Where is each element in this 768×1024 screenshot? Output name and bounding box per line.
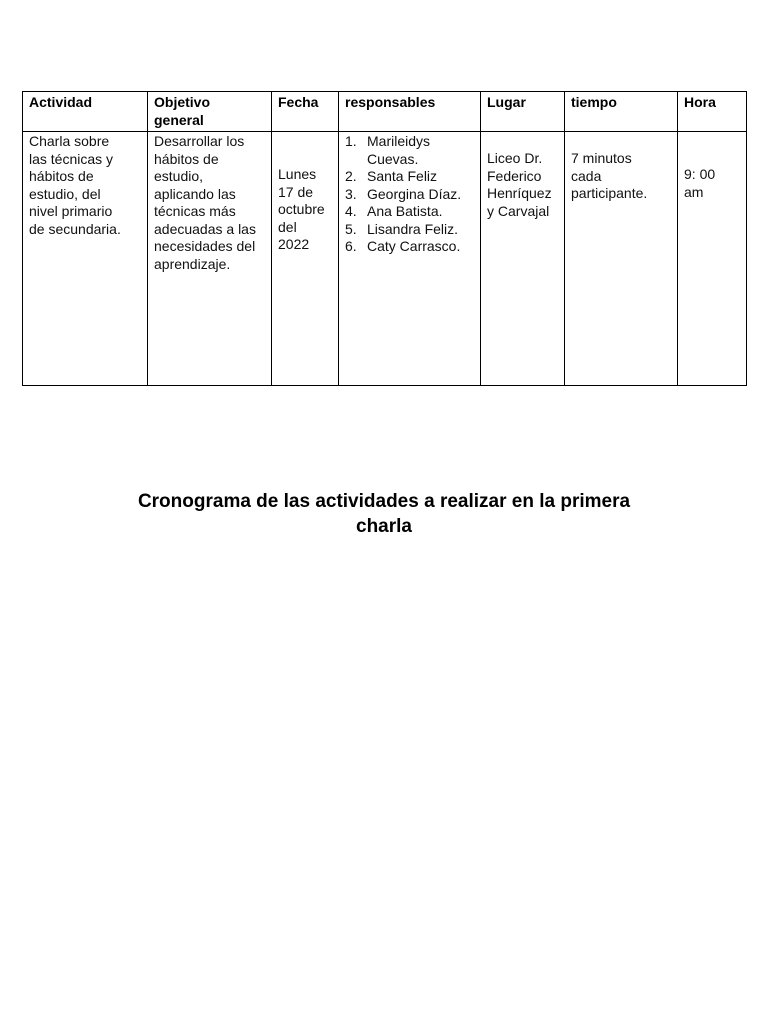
schedule-caption: [0, 489, 768, 539]
list-item: 5. Lisandra Feliz.: [345, 220, 459, 237]
header-actividad: Actividad: [23, 92, 148, 132]
caption-line-2: charla: [356, 516, 412, 537]
objetivo-text: Desarrollar los hábitos de estudio, aplicando las técnicas más adecuadas a las necesidades del aprendizaje.: [154, 133, 256, 272]
cell-fecha: [272, 132, 339, 386]
cell-actividad: [23, 132, 148, 386]
table-header-row: [23, 92, 747, 132]
list-item: 2. Santa Feliz: [345, 168, 438, 184]
schedule-table: [22, 91, 747, 386]
cell-lugar: [481, 132, 565, 386]
cell-hora: [678, 132, 747, 386]
table-row: [23, 132, 747, 386]
cell-objetivo: [148, 132, 272, 386]
list-item: 6. Caty Carrasco.: [345, 238, 461, 254]
header-tiempo: tiempo: [565, 92, 678, 132]
list-item: 1. Marileidys Cuevas.: [345, 133, 431, 167]
list-item: 3. Georgina Díaz.: [345, 185, 462, 202]
caption-line-1: Cronograma de las actividades a realizar en la primera: [137, 491, 631, 512]
hora-text: 9: 00 am: [684, 166, 716, 200]
list-item: 4. Ana Batista.: [345, 203, 443, 219]
tiempo-text: 7 minutos cada participante.: [571, 150, 648, 201]
fecha-text: Lunes 17 de octubre del 2022: [278, 166, 325, 252]
lugar-text: Liceo Dr. Federico Henríquez y Carvajal: [487, 150, 552, 219]
responsables-list: [345, 133, 474, 256]
header-objetivo-general: Objetivo general: [148, 92, 272, 132]
cell-tiempo: [565, 132, 678, 386]
cell-responsables: [339, 132, 481, 386]
header-hora: Hora: [678, 92, 747, 132]
actividad-text: Charla sobre las técnicas y hábitos de estudio, del nivel primario de secundaria.: [29, 133, 121, 237]
header-fecha: Fecha: [272, 92, 339, 132]
header-responsables: responsables: [339, 92, 481, 132]
header-lugar: Lugar: [481, 92, 565, 132]
